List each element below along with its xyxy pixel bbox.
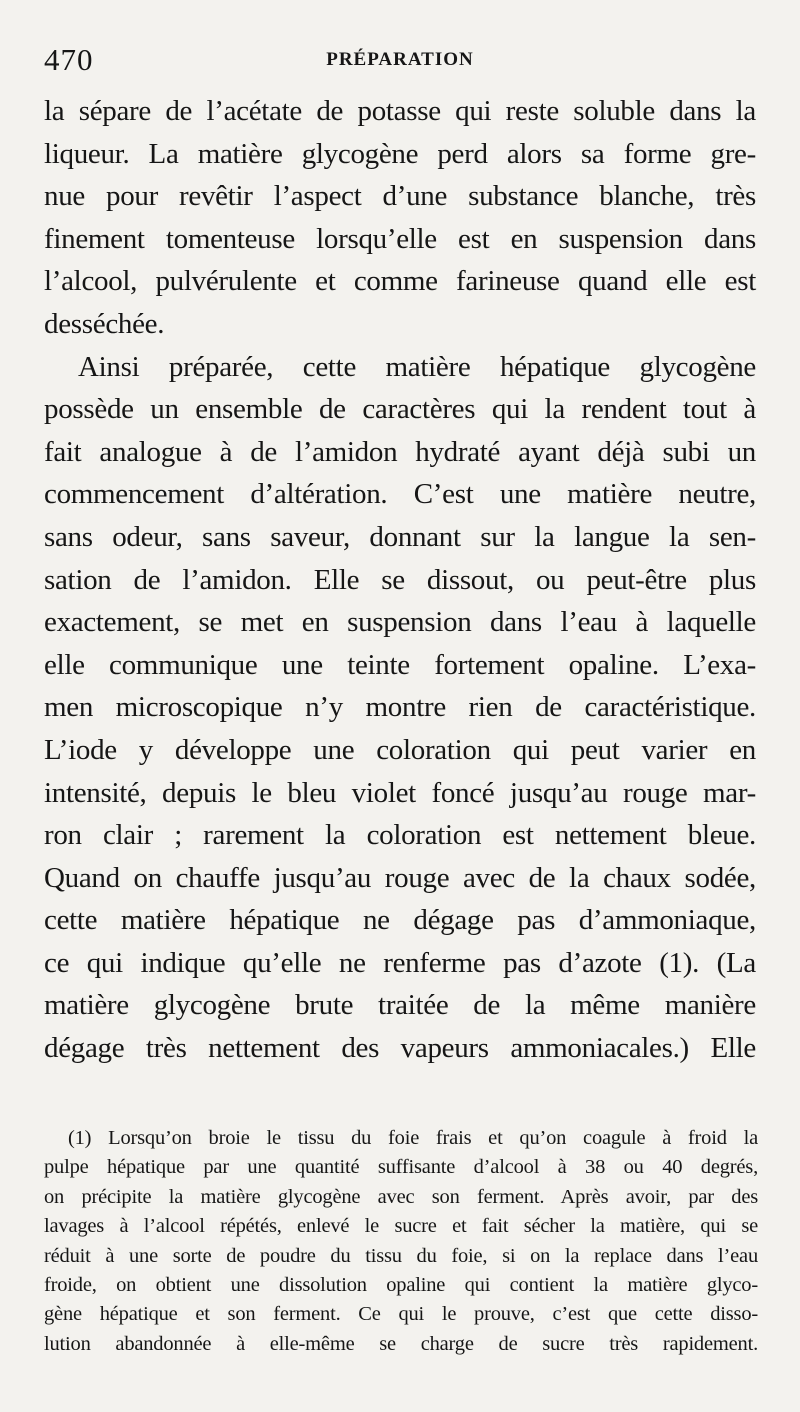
footnote xyxy=(44,1124,758,1359)
text-line: dégage très nettement des vapeurs ammoniacales.) Elle xyxy=(44,1032,756,1065)
text-line: ce qui indique qu’elle ne renferme pas d’azote (1). (La xyxy=(44,946,756,979)
text-line: liqueur. La matière glycogène perd alors sa forme gre- xyxy=(44,137,756,170)
text-line: men microscopique n’y montre rien de caractéristique. xyxy=(44,691,756,724)
main-text xyxy=(44,90,756,1070)
text-line: fait analogue à de l’amidon hydraté ayant déjà subi un xyxy=(44,435,756,468)
text-line: cette matière hépatique ne dégage pas d’ammoniaque, xyxy=(44,904,756,937)
running-head: PRÉPARATION xyxy=(326,49,474,70)
footnote-line: pulpe hépatique par une quantité suffisante d’alcool à 38 ou 40 degrés, xyxy=(44,1156,758,1179)
footnote-line: on précipite la matière glycogène avec son ferment. Après avoir, par des xyxy=(44,1185,758,1208)
text-line: commencement d’altération. C’est une matière neutre, xyxy=(44,478,756,511)
text-line: intensité, depuis le bleu violet foncé jusqu’au rouge mar- xyxy=(44,776,756,809)
footnote-line: gène hépatique et son ferment. Ce qui le prouve, c’est que cette disso- xyxy=(44,1303,758,1326)
text-line: exactement, se met en suspension dans l’eau à laquelle xyxy=(44,606,756,639)
footnote-line: lution abandonnée à elle-même se charge de sucre très rapidement. xyxy=(44,1332,758,1355)
text-line: desséchée. xyxy=(44,307,165,340)
footnote-line: réduit à une sorte de poudre du tissu du foie, si on la replace dans l’eau xyxy=(44,1244,758,1267)
footnote-line: (1) Lorsqu’on broie le tissu du foie frais et qu’on coagule à froid la xyxy=(68,1127,758,1149)
text-line: sans odeur, sans saveur, donnant sur la langue la sen- xyxy=(44,520,756,553)
text-line: sation de l’amidon. Elle se dissout, ou peut-être plus xyxy=(44,563,756,596)
footnote-line: froide, on obtient une dissolution opaline qui contient la matière glyco- xyxy=(44,1273,758,1296)
page-number: 470 xyxy=(44,42,94,77)
text-line: Quand on chauffe jusqu’au rouge avec de la chaux sodée, xyxy=(44,861,756,894)
text-line: la sépare de l’acétate de potasse qui reste soluble dans la xyxy=(44,95,756,127)
text-line: Ainsi préparée, cette matière hépatique glycogène xyxy=(78,350,756,383)
text-line: matière glycogène brute traitée de la même manière xyxy=(44,989,756,1022)
text-line: elle communique une teinte fortement opaline. L’exa- xyxy=(44,648,756,681)
footnote-line: lavages à l’alcool répétés, enlevé le sucre et fait sécher la matière, qui se xyxy=(44,1215,758,1238)
text-line: L’iode y développe une coloration qui peut varier en xyxy=(44,733,756,766)
text-line: l’alcool, pulvérulente et comme farineuse quand elle est xyxy=(44,265,756,298)
text-line: nue pour revêtir l’aspect d’une substance blanche, très xyxy=(44,180,756,213)
page-header xyxy=(44,40,756,80)
text-line: finement tomenteuse lorsqu’elle est en suspension dans xyxy=(44,222,756,255)
text-line: possède un ensemble de caractères qui la rendent tout à xyxy=(44,393,756,426)
text-line: ron clair ; rarement la coloration est nettement bleue. xyxy=(44,819,756,852)
